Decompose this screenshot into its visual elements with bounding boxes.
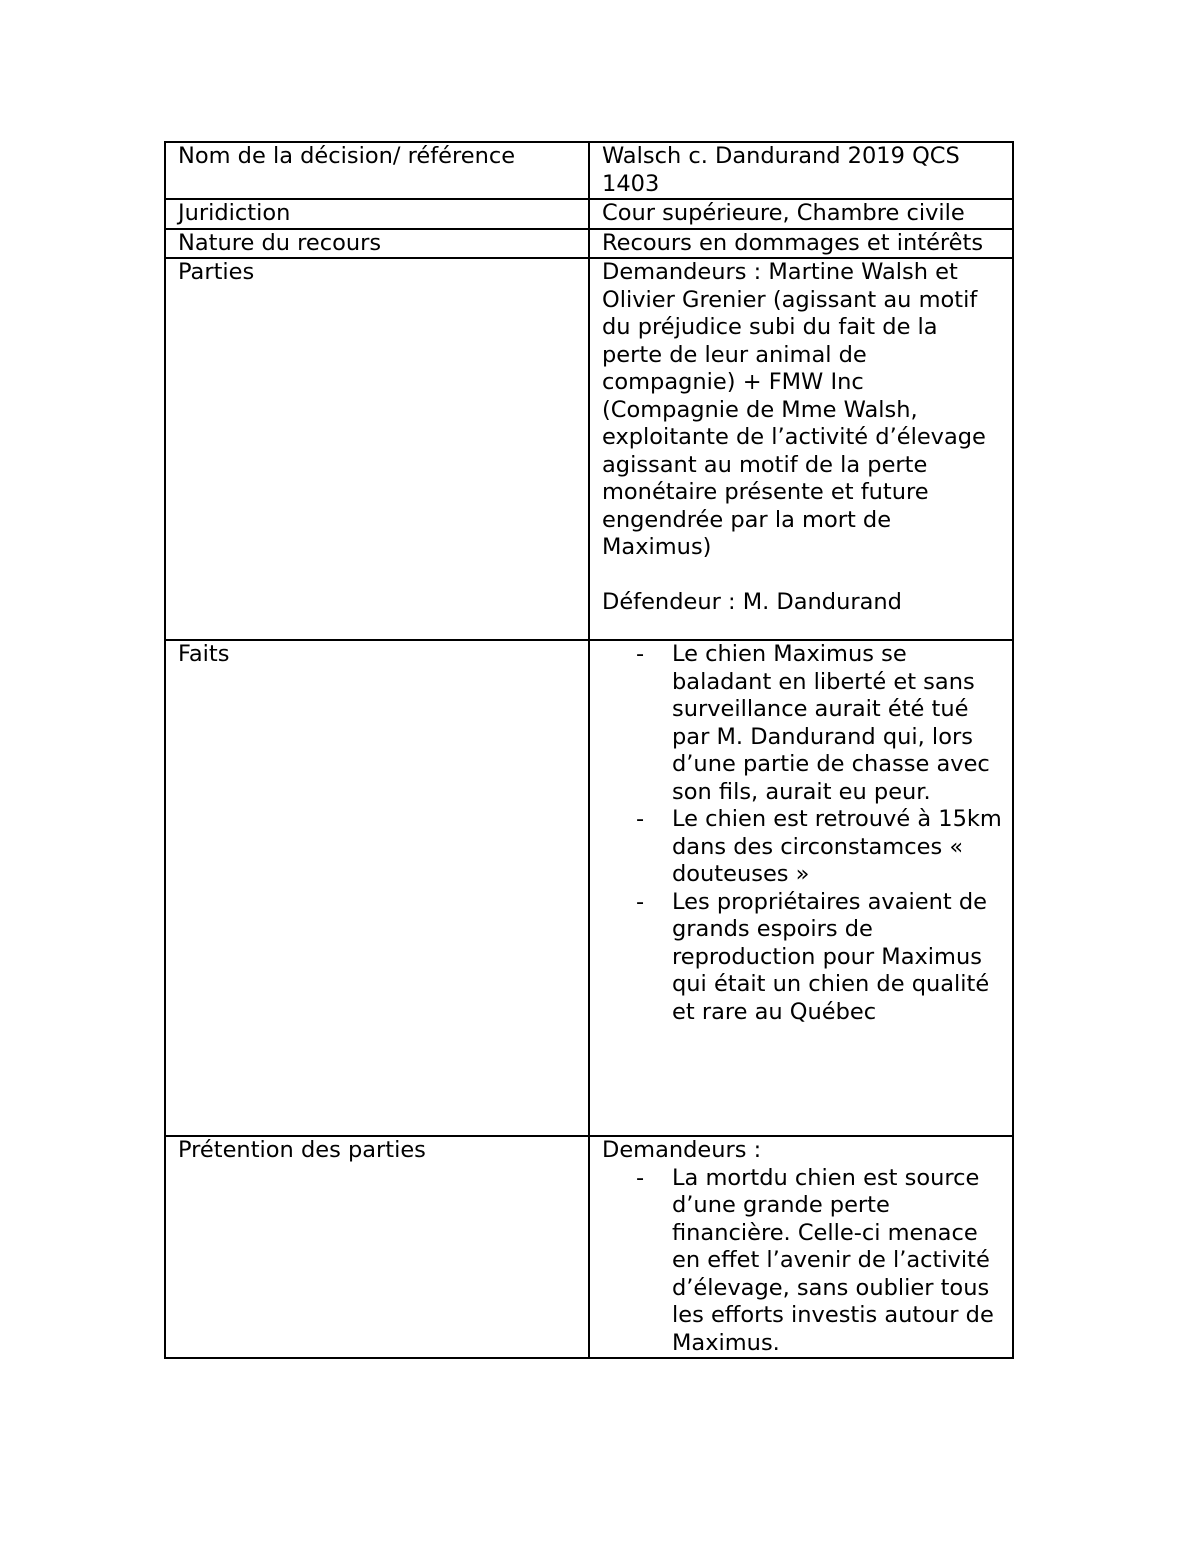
parties-defendeur: Défendeur : M. Dandurand [602, 589, 902, 615]
table-row-pretention [165, 1136, 1013, 1358]
dash-bullet: - [636, 806, 645, 832]
parties-label: Parties [178, 259, 255, 285]
label-cell-nature [165, 229, 589, 259]
pretention-heading: Demandeurs : [602, 1137, 762, 1163]
table-row-faits [165, 640, 1013, 1136]
dash-bullet: - [636, 641, 645, 667]
list-item [602, 889, 1002, 1027]
table-row-nature [165, 229, 1013, 259]
table-row-reference [165, 142, 1013, 199]
list-item [602, 641, 1002, 806]
pretention-label: Prétention des parties [178, 1137, 426, 1163]
faits-item-text: Le chien Maximus se baladant en liberté et sans surveillance aurait été tué par M. Dandurand qui, lors d’une partie de chasse avec son fils, aurait eu peur. [672, 641, 990, 805]
parties-demandeurs: Demandeurs : Martine Walsh et Olivier Grenier (agissant au motif du préjudice subi du fait de la perte de leur animal de compagnie) + FMW Inc (Compagnie de Mme Walsh, exploitante de l’activité d’élevage agissant au motif de la perte monétaire présente et future engendrée par la mort de Maximus) [602, 259, 986, 560]
label-cell-pretention [165, 1136, 589, 1358]
label-cell-faits [165, 640, 589, 1136]
faits-item-text: Les propriétaires avaient de grands espoirs de reproduction pour Maximus qui était un chien de qualité et rare au Québec [672, 888, 990, 1025]
reference-value: Walsch c. Dandurand 2019 QCS 1403 [602, 143, 960, 197]
faits-list [602, 641, 1002, 1026]
pretention-item-text: La mortdu chien est source d’une grande perte financière. Celle-ci menace en effet l’avenir de l’activité d’élevage, sans oublier tous les efforts investis autour de Maximus. [672, 1164, 994, 1356]
faits-label: Faits [178, 641, 230, 667]
value-cell-reference [589, 142, 1013, 199]
list-item [602, 1165, 1002, 1358]
value-cell-pretention [589, 1136, 1013, 1358]
dash-bullet: - [636, 888, 645, 915]
label-cell-parties [165, 258, 589, 640]
value-cell-juridiction [589, 199, 1013, 229]
table-row-parties [165, 258, 1013, 640]
label-cell-juridiction [165, 199, 589, 229]
juridiction-value: Cour supérieure, Chambre civile [602, 200, 965, 226]
reference-label: Nom de la décision/ référence [178, 143, 516, 169]
nature-value: Recours en dommages et intérêts [602, 229, 984, 256]
label-cell-reference [165, 142, 589, 199]
list-item [602, 806, 1002, 889]
value-cell-parties [589, 258, 1013, 640]
nature-label: Nature du recours [178, 229, 382, 256]
juridiction-label: Juridiction [178, 200, 291, 226]
pretention-list [602, 1165, 1002, 1358]
value-cell-nature [589, 229, 1013, 259]
paragraph-gap [602, 562, 1002, 590]
value-cell-faits [589, 640, 1013, 1136]
table-row-juridiction [165, 199, 1013, 229]
case-brief-table [164, 141, 1014, 1359]
faits-item-text: Le chien est retrouvé à 15km dans des circonstamces « douteuses » [672, 806, 1002, 887]
dash-bullet: - [636, 1164, 645, 1191]
